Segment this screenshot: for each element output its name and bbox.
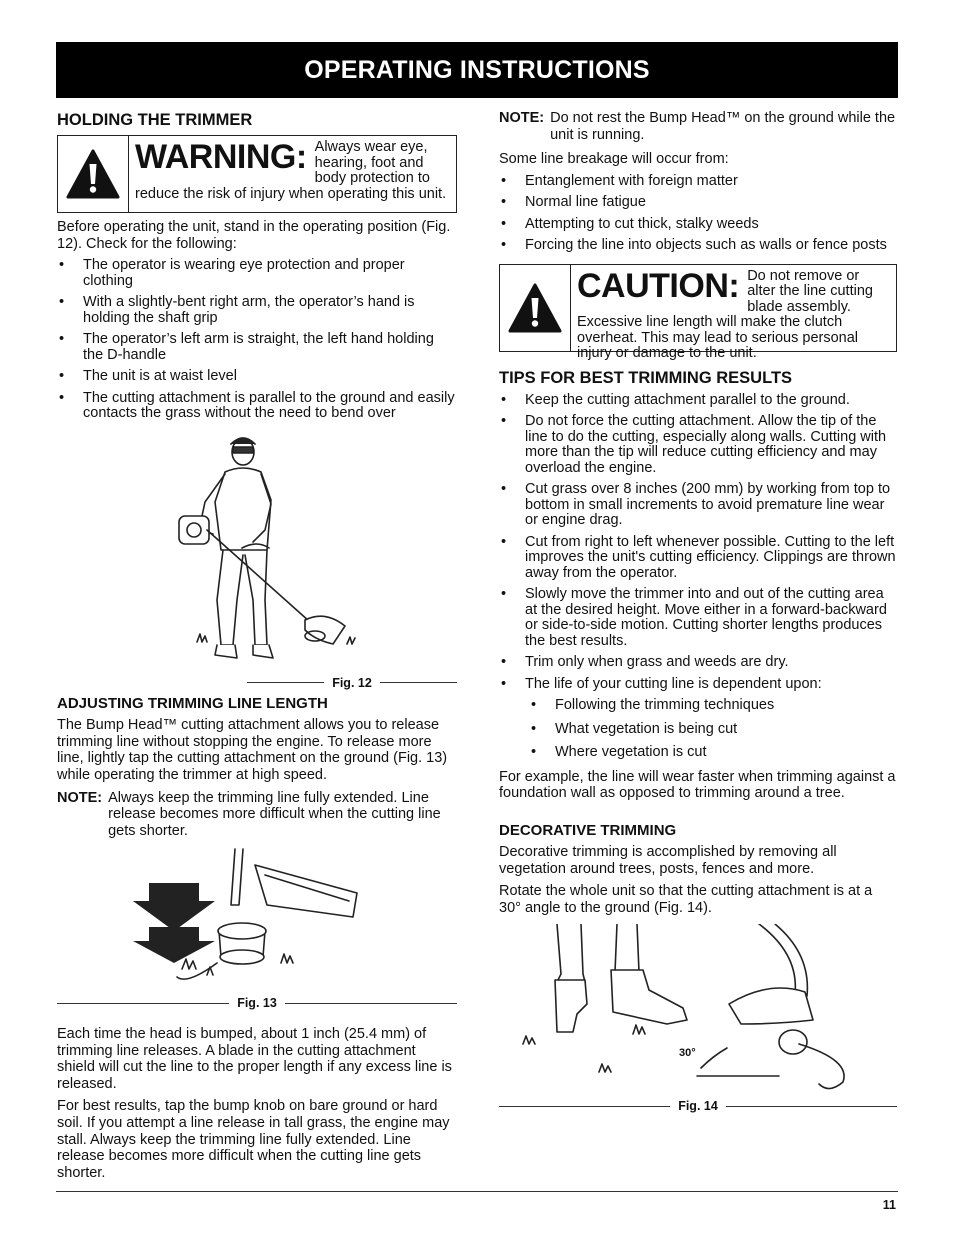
list-item: • Forcing the line into objects such as walls or fence posts bbox=[499, 238, 897, 254]
adjusting-para-3: For best results, tap the bump knob on bare ground or hard soil. If you attempt a line release in tall grass, the engine may stall. Always keep the trimming line fully extended. Line release becomes more difficult when the cutting line gets shorter. bbox=[57, 1098, 450, 1181]
fig-12-caption bbox=[57, 675, 457, 692]
left-column bbox=[57, 110, 457, 1187]
adjusting-para-2: Each time the head is bumped, about 1 inch (25.4 mm) of trimming line releases. A blade in the cutting attachment shield will cut the line to the proper length if any excess line is released. bbox=[57, 1026, 452, 1092]
fig-14-caption bbox=[499, 1098, 897, 1115]
list-item: • The operator is wearing eye protection and proper clothing bbox=[57, 258, 457, 289]
warning-icon bbox=[58, 136, 129, 212]
decorative-heading: DECORATIVE TRIMMING bbox=[499, 821, 677, 839]
list-item: • What vegetation is being cut bbox=[529, 722, 897, 738]
angle-label: 30° bbox=[679, 1047, 696, 1060]
list-item: • The cutting attachment is parallel to the ground and easily contacts the grass without the need to bend over bbox=[57, 391, 457, 422]
adjusting-para-1: The Bump Head™ cutting attachment allows you to release trimming line without stopping the engine. To release more line, lightly tap the cutting attachment on the ground (Fig. 13) while operating the trimmer at high speed. bbox=[57, 717, 448, 784]
page-number: 11 bbox=[882, 1198, 896, 1212]
list-item: • Keep the cutting attachment parallel to the ground. bbox=[499, 393, 897, 409]
tips-list bbox=[499, 393, 897, 693]
line-life-sublist bbox=[499, 698, 897, 761]
footer-rule bbox=[56, 1191, 898, 1192]
operator-holding-trimmer-illustration bbox=[57, 430, 457, 673]
holding-checklist bbox=[57, 258, 457, 422]
adjusting-note bbox=[57, 790, 457, 840]
holding-heading: HOLDING THE TRIMMER bbox=[57, 111, 253, 129]
decorative-para-1: Decorative trimming is accomplished by removing all vegetation around trees, posts, fences and more. bbox=[499, 843, 837, 877]
caution-icon bbox=[500, 265, 571, 351]
decorative-para-2: Rotate the whole unit so that the cutting attachment is at a 30° angle to the ground (Fig. 14). bbox=[499, 883, 873, 916]
note-label: NOTE: bbox=[499, 110, 545, 126]
fig-12-label: Fig. 12 bbox=[332, 675, 372, 690]
caution-text: Do not remove or alter the line cutting blade assembly. Excessive line length will make the clutch overheat. This may lead to serious personal injury or damage to the unit. bbox=[577, 267, 873, 362]
list-item: • With a slightly-bent right arm, the operator’s hand is holding the shaft grip bbox=[57, 295, 457, 326]
decorative-trimming-illustration bbox=[499, 924, 897, 1096]
fig-13-label: Fig. 13 bbox=[237, 996, 277, 1011]
fig-14-label: Fig. 14 bbox=[678, 1099, 718, 1114]
caution-text-block bbox=[571, 265, 896, 362]
warning-text-block bbox=[129, 136, 456, 212]
figure-13 bbox=[57, 845, 457, 993]
bump-head-tap-illustration bbox=[57, 845, 457, 993]
warning-box bbox=[57, 135, 457, 213]
list-item: • Trim only when grass and weeds are dry. bbox=[499, 655, 897, 671]
list-item: • Following the trimming techniques bbox=[529, 698, 897, 714]
tips-example: For example, the line will wear faster when trimming against a foundation wall as opposed to trimming around a tree. bbox=[499, 768, 896, 802]
list-item: • Attempting to cut thick, stalky weeds bbox=[499, 217, 897, 233]
list-item: • Normal line fatigue bbox=[499, 195, 897, 211]
warning-text: Always wear eye, hearing, foot and body protection to reduce the risk of injury when operating this unit. bbox=[135, 139, 447, 202]
fig-13-caption bbox=[57, 995, 457, 1012]
list-item: • Cut grass over 8 inches (200 mm) by working from top to bottom in small increments to avoid premature line wear or engine drag. bbox=[499, 482, 897, 529]
figure-12 bbox=[57, 430, 457, 673]
breakage-list bbox=[499, 174, 897, 254]
note-text: Do not rest the Bump Head™ on the ground while the unit is running. bbox=[550, 110, 896, 143]
holding-intro: Before operating the unit, stand in the operating position (Fig. 12). Check for the following: bbox=[57, 219, 451, 252]
bump-head-note bbox=[499, 110, 897, 143]
caution-word: CAUTION: bbox=[577, 266, 740, 305]
list-item: • Slowly move the trimmer into and out of the cutting area at the desired height. Move either in a forward-backward or side-to-side motion. Cutting shorter lengths produces the best results. bbox=[499, 587, 897, 649]
list-item: • Cut from right to left whenever possible. Cutting to the left improves the unit's cutting efficiency. Clippings are thrown away from the operator. bbox=[499, 535, 897, 582]
list-item: • Where vegetation is cut bbox=[529, 745, 897, 761]
adjusting-heading: ADJUSTING TRIMMING LINE LENGTH bbox=[57, 695, 328, 713]
list-item: • Do not force the cutting attachment. Allow the tip of the line to do the cutting, especially along walls. Cutting with more than the tip will reduce cutting efficiency and may overload the engine. bbox=[499, 414, 897, 476]
list-item: • The operator’s left arm is straight, the left hand holding the D-handle bbox=[57, 332, 457, 363]
caution-box bbox=[499, 264, 897, 362]
breakage-intro: Some line breakage will occur from: bbox=[499, 151, 729, 168]
right-column bbox=[499, 110, 897, 1115]
note-label: NOTE: bbox=[57, 789, 103, 806]
list-item: • The life of your cutting line is dependent upon: bbox=[499, 677, 897, 693]
page-title: OPERATING INSTRUCTIONS bbox=[304, 55, 650, 84]
down-arrow-icon bbox=[133, 883, 215, 931]
page-title-banner bbox=[56, 42, 898, 98]
warning-word: WARNING: bbox=[135, 138, 307, 176]
list-item: • The unit is at waist level bbox=[57, 369, 457, 385]
note-text: Always keep the trimming line fully extended. Line release becomes more difficult when the cutting line gets shorter. bbox=[108, 789, 441, 839]
figure-14 bbox=[499, 924, 897, 1096]
list-item: • Entanglement with foreign matter bbox=[499, 174, 897, 190]
tips-heading: TIPS FOR BEST TRIMMING RESULTS bbox=[499, 368, 793, 387]
